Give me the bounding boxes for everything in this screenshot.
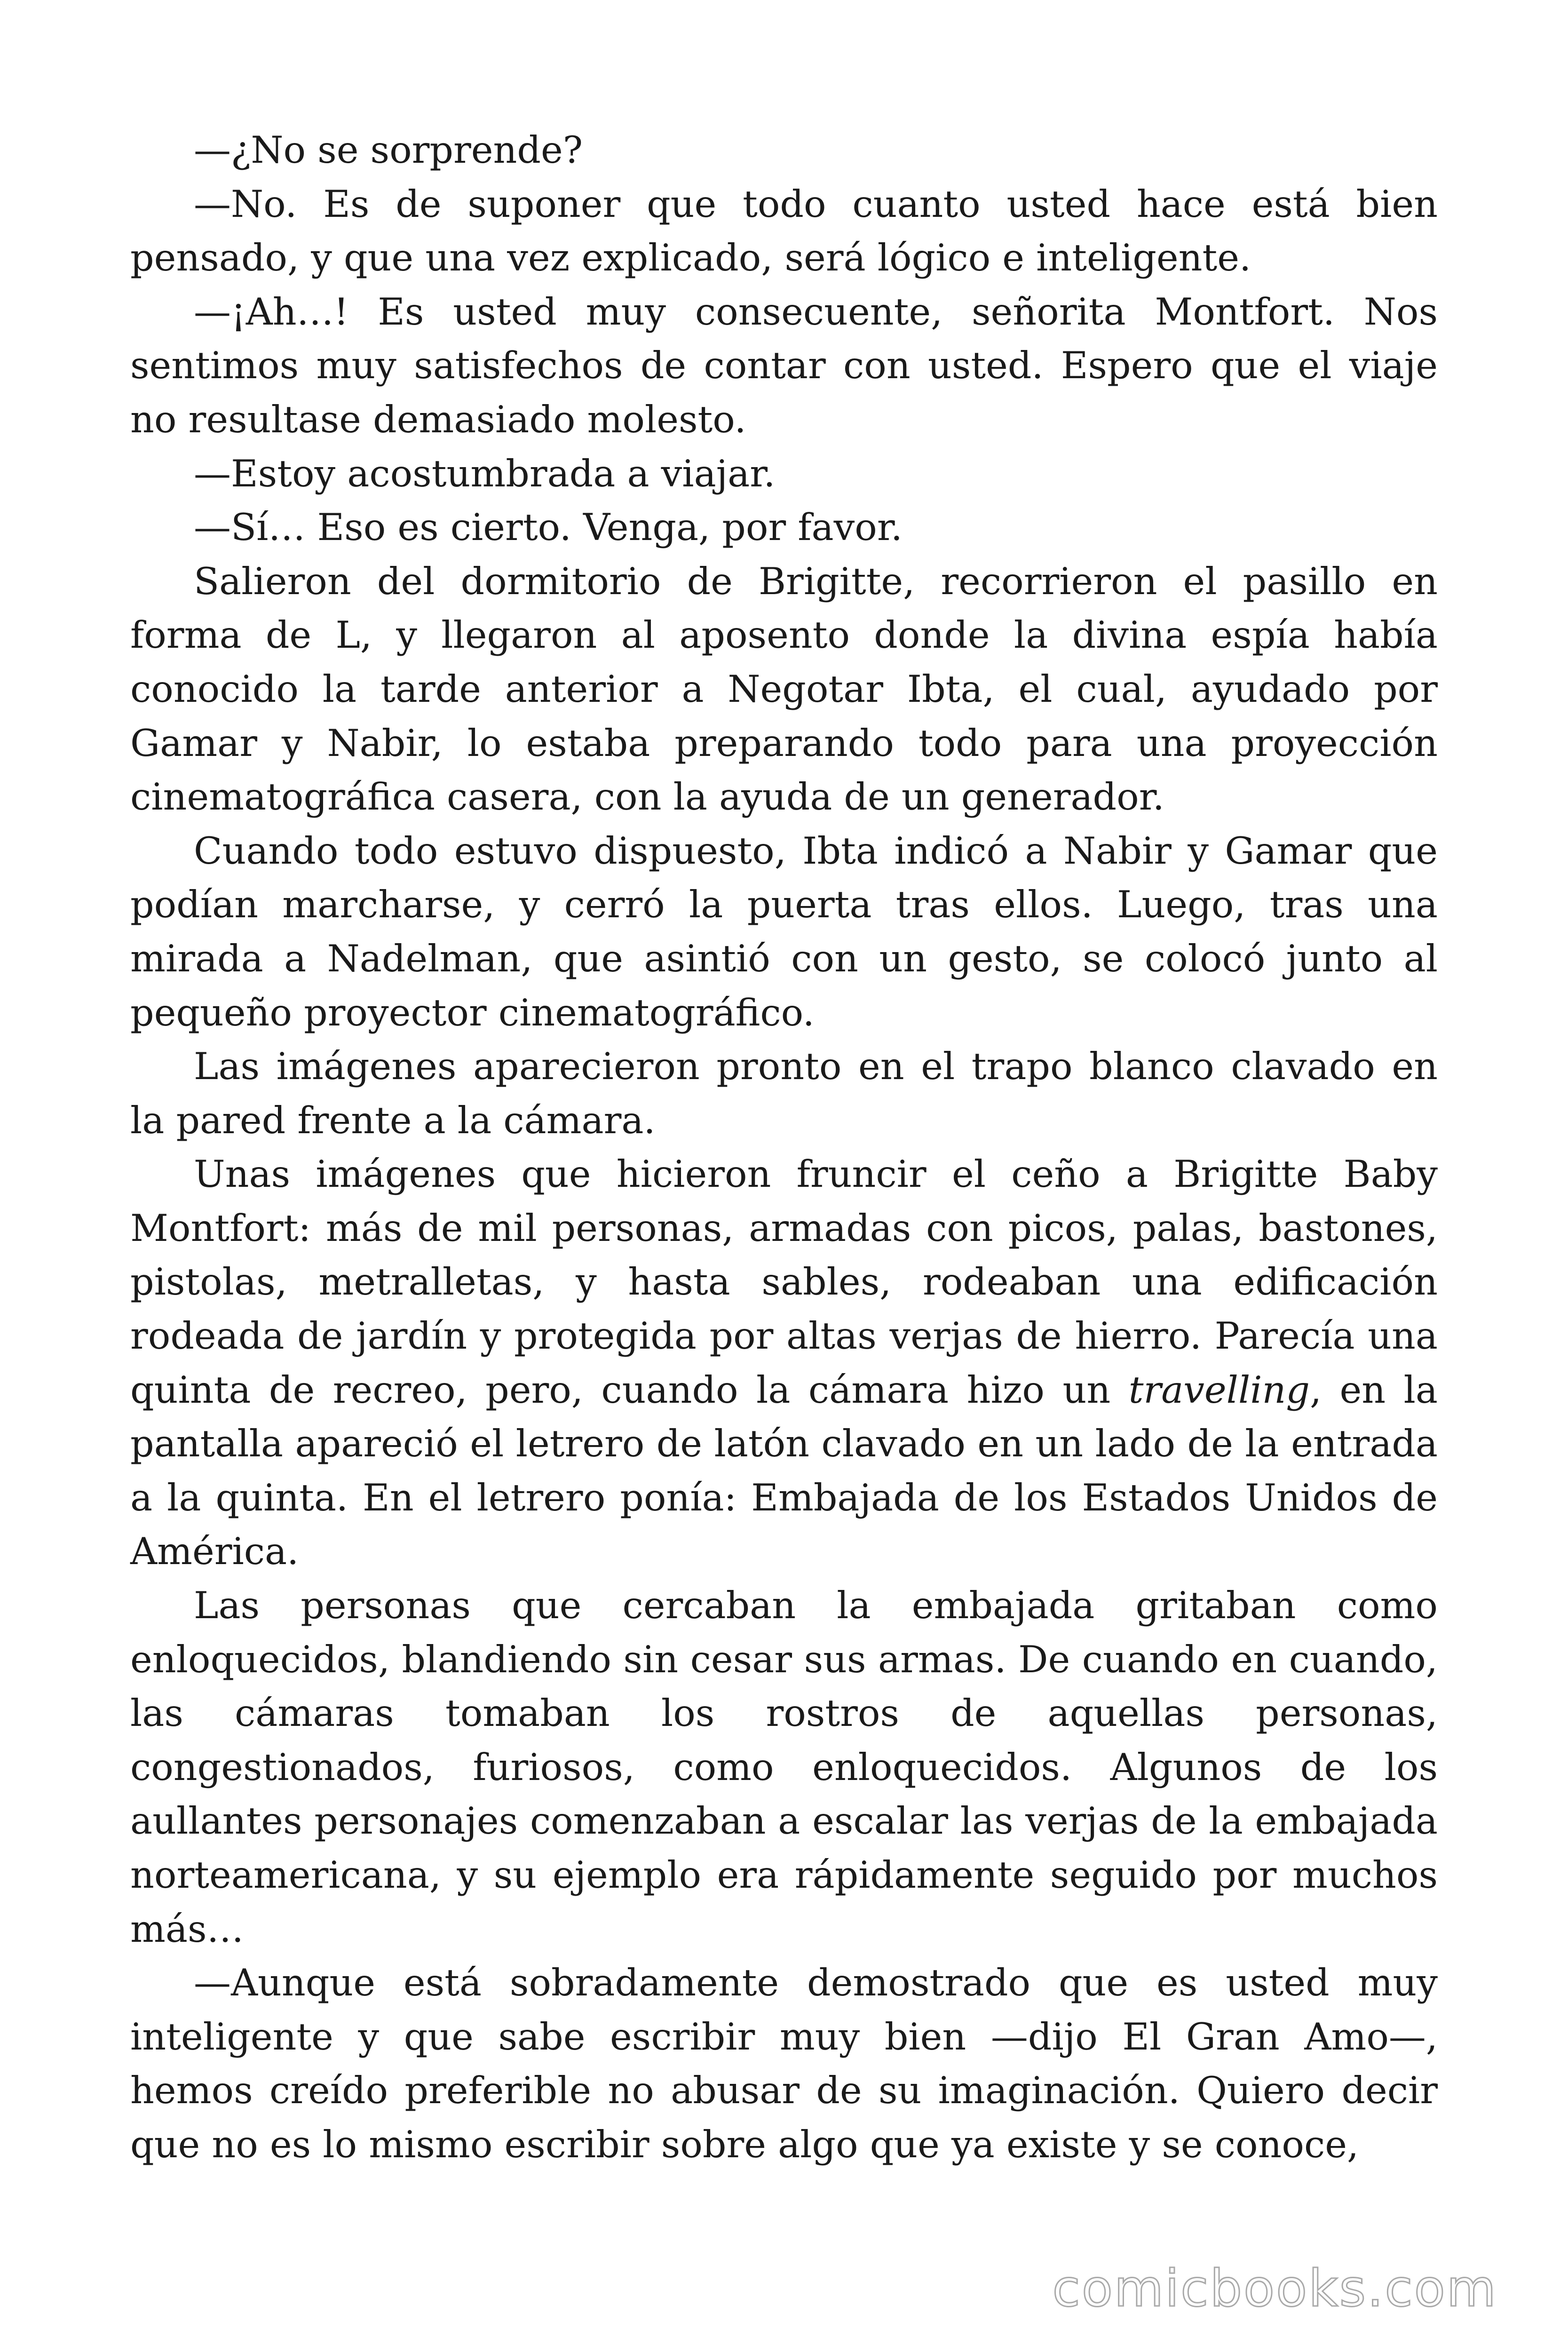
- paragraph: —No. Es de suponer que todo cuanto usted hace está bien pensado, y que una vez explicado, será lógico e inteligente.: [130, 182, 1438, 280]
- paragraph: —Aunque está sobradamente demostrado que es usted muy inteligente y que sabe escribir muy bien —dijo El Gran Amo—, hemos creído preferible no abusar de su imaginación. Quiero decir que no es lo mismo escribir sobre algo que ya existe y se conoce,: [130, 1961, 1438, 2166]
- paragraph: [130, 1147, 1438, 1579]
- paragraph: —¡Ah…! Es usted muy consecuente, señorita Montfort. Nos sentimos muy satisfechos de contar con usted. Espero que el viaje no resultase demasiado molesto.: [130, 290, 1438, 441]
- italic-term: travelling: [1128, 1368, 1310, 1412]
- paragraph: —¿No se sorprende?: [194, 128, 583, 172]
- paragraph: —Sí… Eso es cierto. Venga, por favor.: [194, 506, 903, 549]
- paragraph-text: , en la pantalla apareció el letrero de latón clavado en un lado de la entrada a la quinta. En el letrero ponía: Embajada de los Estados Unidos de América.: [130, 1368, 1438, 1573]
- paragraph: Las personas que cercaban la embajada gritaban como enloquecidos, blandiendo sin cesar sus armas. De cuando en cuando, las cámaras tomaban los rostros de aquellas personas, congestionados, furiosos, como enloquecidos. Algunos de los aullantes personajes comenzaban a escalar las verjas de la embajada norteamericana, y su ejemplo era rápidamente seguido por muchos más…: [130, 1584, 1438, 1951]
- paragraph: Salieron del dormitorio de Brigitte, recorrieron el pasillo en forma de L, y llegaron al aposento donde la divina espía había conocido la tarde anterior a Negotar Ibta, el cual, ayudado por Gamar y Nabir, lo estaba preparando todo para una proyección cinematográfica casera, con la ayuda de un generador.: [130, 559, 1438, 819]
- paragraph: Las imágenes aparecieron pronto en el trapo blanco clavado en la pared frente a la cámara.: [130, 1045, 1438, 1142]
- paragraph-text: Unas imágenes que hicieron fruncir el ceño a Brigitte Baby Montfort: más de mil personas, armadas con picos, palas, bastones, pistolas, metralletas, y hasta sables, rodeaban una edificación rodeada de jardín y protegida por altas verjas de hierro. Parecía una quinta de recreo, pero, cuando la cámara hizo un: [130, 1152, 1438, 1412]
- watermark: comicbooks.com: [1052, 2259, 1497, 2318]
- paragraph: Cuando todo estuvo dispuesto, Ibta indicó a Nabir y Gamar que podían marcharse, y cerró la puerta tras ellos. Luego, tras una mirada a Nadelman, que asintió con un gesto, se colocó junto al pequeño proyector cinematográfico.: [130, 829, 1438, 1034]
- page-body: [130, 123, 1438, 2172]
- paragraph: —Estoy acostumbrada a viajar.: [194, 452, 776, 495]
